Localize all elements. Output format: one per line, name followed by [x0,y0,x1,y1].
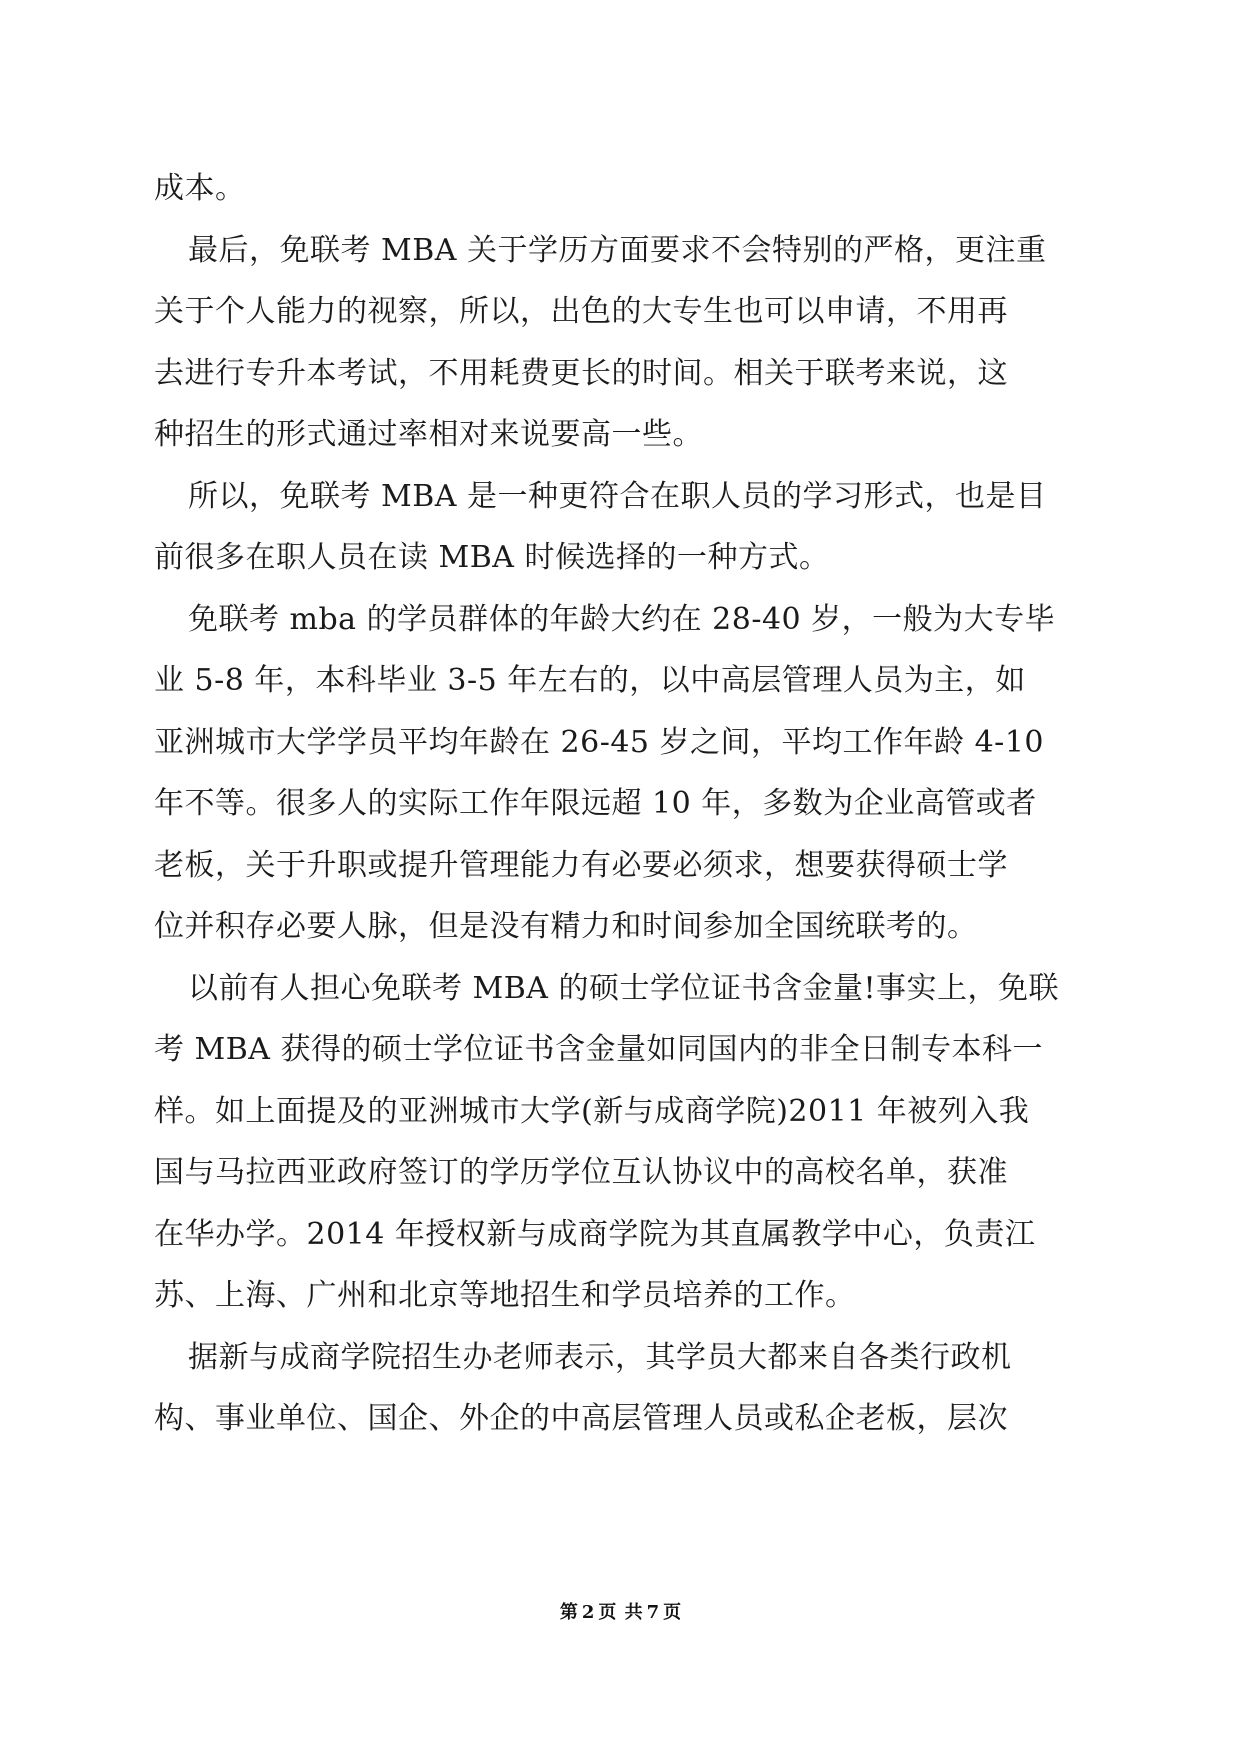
text-line: 以前有人担心免联考 MBA 的硕士学位证书含金量!事实上，免联 [188,970,1060,1006]
text-line: 免联考 mba 的学员群体的年龄大约在 28-40 岁，一般为大专毕 [188,601,1056,637]
footer-total-pages: 7 [646,1602,660,1623]
document-body [154,158,1084,1450]
text-line: 老板，关于升职或提升管理能力有必要必须求，想要获得硕士学 [154,847,1008,883]
text-line: 据新与成商学院招生办老师表示，其学员大都来自各类行政机 [188,1339,1012,1375]
text-line: 成本。 [154,171,246,206]
text-line: 前很多在职人员在读 MBA 时候选择的一种方式。 [154,540,830,575]
text-line: 种招生的形式通过率相对来说要高一些。 [154,417,703,452]
text-line: 苏、上海、广州和北京等地招生和学员培养的工作。 [154,1278,856,1313]
footer-prefix: 第 [559,1602,578,1623]
text-line: 年不等。很多人的实际工作年限远超 10 年，多数为企业高管或者 [154,786,1037,821]
text-line: 国与马拉西亚政府签订的学历学位互认协议中的高校名单，获准 [154,1155,1008,1190]
text-line: 在华办学。2014 年授权新与成商学院为其直属教学中心，负责江 [154,1216,1036,1252]
footer-suffix: 页 [663,1602,682,1623]
text-line: 最后，免联考 MBA 关于学历方面要求不会特别的严格，更注重 [188,232,1047,268]
text-line: 关于个人能力的视察，所以，出色的大专生也可以申请，不用再 [154,294,1008,329]
text-line: 去进行专升本考试，不用耗费更长的时间。相关于联考来说，这 [154,355,1008,391]
footer-current-page: 2 [581,1602,595,1623]
footer-mid: 页 共 [598,1602,643,1623]
text-line: 考 MBA 获得的硕士学位证书含金量如同国内的非全日制专本科一 [154,1032,1044,1067]
text-line: 亚洲城市大学学员平均年龄在 26-45 岁之间，平均工作年龄 4-10 [154,724,1044,760]
text-line: 业 5-8 年，本科毕业 3-5 年左右的，以中高层管理人员为主，如 [154,663,1026,698]
page-footer [0,1598,1241,1624]
text-line: 所以，免联考 MBA 是一种更符合在职人员的学习形式，也是目 [188,478,1047,514]
text-line: 样。如上面提及的亚洲城市大学(新与成商学院)2011 年被列入我 [154,1093,1030,1129]
text-line: 位并积存必要人脉，但是没有精力和时间参加全国统联考的。 [154,909,978,944]
text-line: 构、事业单位、国企、外企的中高层管理人员或私企老板，层次 [154,1401,1008,1436]
